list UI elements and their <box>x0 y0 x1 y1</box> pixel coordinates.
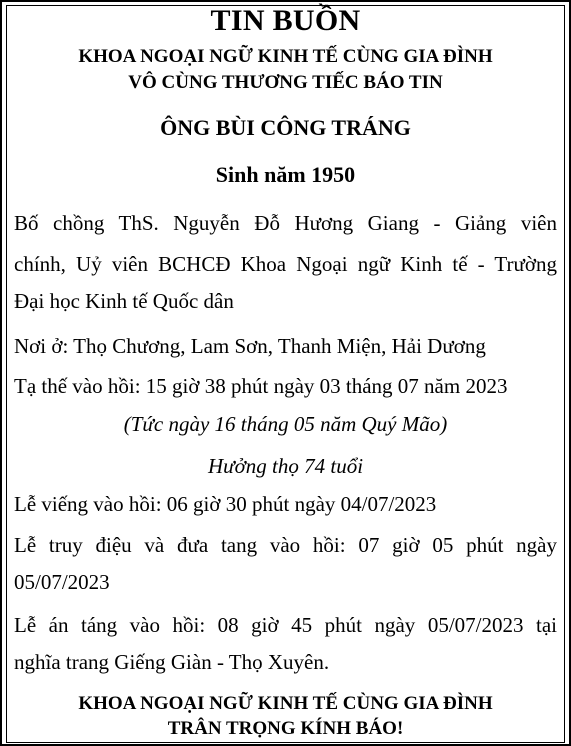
burial-line-2: nghĩa trang Giếng Giàn - Thọ Xuyên. <box>14 650 330 674</box>
death-time: Tạ thế vào hồi: 15 giờ 38 phút ngày 03 tháng 07 năm 2023 <box>14 374 508 398</box>
residence: Nơi ở: Thọ Chương, Lam Sơn, Thanh Miện, Hải Dương <box>14 334 486 358</box>
burial-line-1: Lễ án táng vào hồi: 08 giờ 45 phút ngày 05/07/2023 tại <box>14 613 557 637</box>
deceased-name: ÔNG BÙI CÔNG TRÁNG <box>160 115 411 140</box>
relation-line-3: Đại học Kinh tế Quốc dân <box>14 289 234 313</box>
memorial-line-1: Lễ truy điệu và đưa tang vào hồi: 07 giờ 05 phút ngày <box>14 533 557 557</box>
birth-year: Sinh năm 1950 <box>215 162 356 187</box>
lunar-date: (Tức ngày 16 tháng 05 năm Quý Mão) <box>123 412 448 436</box>
relation-line-2: chính, Uỷ viên BCHCĐ Khoa Ngoại ngữ Kinh tế - Trường <box>14 252 557 276</box>
memorial-line-2: 05/07/2023 <box>14 570 110 594</box>
footer-line-1: KHOA NGOẠI NGỮ KINH TẾ CÙNG GIA ĐÌNH <box>78 693 493 714</box>
relation-line-1: Bố chồng ThS. Nguyễn Đỗ Hương Giang - Giảng viên <box>14 211 557 235</box>
notice-title: TIN BUỒN <box>210 4 361 37</box>
header-line-2: VÔ CÙNG THƯƠNG TIẾC BÁO TIN <box>128 72 443 93</box>
age: Hưởng thọ 74 tuổi <box>207 454 364 478</box>
header-line-1: KHOA NGOẠI NGỮ KINH TẾ CÙNG GIA ĐÌNH <box>78 46 493 67</box>
footer-line-2: TRÂN TRỌNG KÍNH BÁO! <box>167 718 404 739</box>
visitation-time: Lễ viếng vào hồi: 06 giờ 30 phút ngày 04/07/2023 <box>14 492 437 516</box>
